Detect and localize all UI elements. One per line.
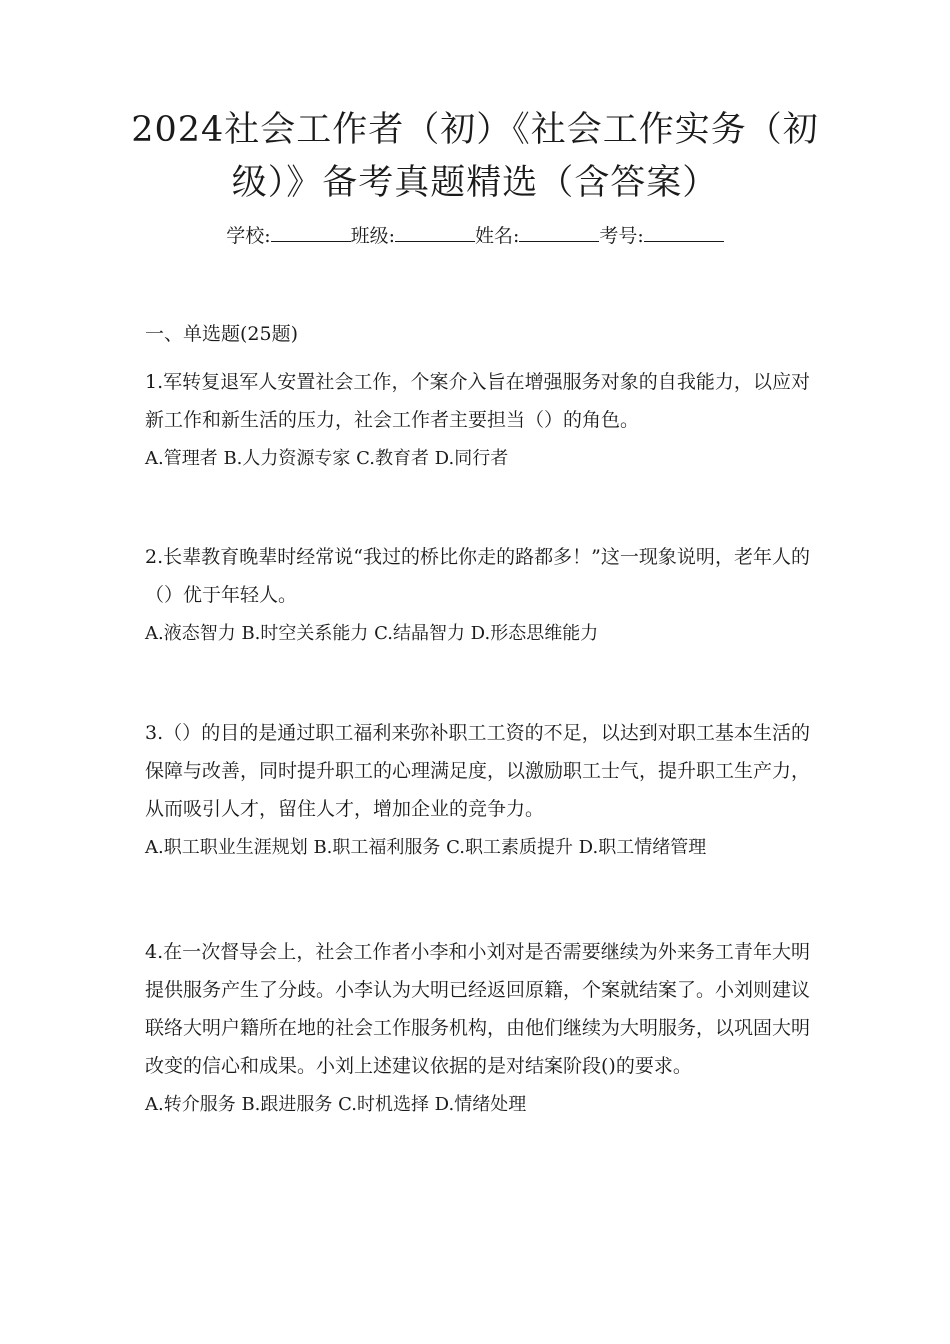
question-options: A.职工职业生涯规划 B.职工福利服务 C.职工素质提升 D.职工情绪管理	[145, 837, 707, 858]
question-options: A.液态智力 B.时空关系能力 C.结晶智力 D.形态思维能力	[145, 623, 599, 644]
question-3	[145, 714, 810, 866]
exam-number-field	[599, 222, 723, 250]
student-info-line	[0, 222, 950, 250]
section-heading: 一、单选题(25题)	[145, 323, 299, 345]
exam-number-blank	[644, 223, 724, 242]
school-label: 学校:	[226, 225, 271, 247]
question-stem: 1.军转复退军人安置社会工作，个案介入旨在增强服务对象的自我能力，以应对新工作和新生活的压力，社会工作者主要担当（）的角色。	[145, 371, 810, 431]
school-blank	[271, 223, 351, 242]
question-options: A.管理者 B.人力资源专家 C.教育者 D.同行者	[145, 448, 509, 469]
name-field	[475, 222, 599, 250]
name-blank	[519, 223, 599, 242]
school-field	[226, 222, 350, 250]
question-1	[145, 363, 810, 477]
document-title: 2024社会工作者（初）《社会工作实务（初级）》备考真题精选（含答案）	[131, 110, 819, 203]
question-4	[145, 933, 810, 1123]
question-options: A.转介服务 B.跟进服务 C.时机选择 D.情绪处理	[145, 1094, 527, 1115]
question-stem: 4.在一次督导会上，社会工作者小李和小刘对是否需要继续为外来务工青年大明提供服务产生了分歧。小李认为大明已经返回原籍，个案就结案了。小刘则建议联络大明户籍所在地的社会工作服务机构，由他们继续为大明服务，以巩固大明改变的信心和成果。小刘上述建议依据的是对结案阶段()的要求。	[145, 941, 811, 1077]
question-stem: 2.长辈教育晚辈时经常说“我过的桥比你走的路都多！”这一现象说明，老年人的（）优于年轻人。	[145, 546, 810, 606]
question-stem: 3.（）的目的是通过职工福利来弥补职工工资的不足，以达到对职工基本生活的保障与改善，同时提升职工的心理满足度，以激励职工士气，提升职工生产力，从而吸引人才，留住人才，增加企业的竞争力。	[145, 722, 811, 820]
name-label: 姓名:	[475, 225, 520, 247]
class-label: 班级:	[350, 225, 395, 247]
exam-number-label: 考号:	[599, 225, 644, 247]
question-2	[145, 538, 810, 652]
class-field	[351, 222, 475, 250]
class-blank	[395, 223, 475, 242]
